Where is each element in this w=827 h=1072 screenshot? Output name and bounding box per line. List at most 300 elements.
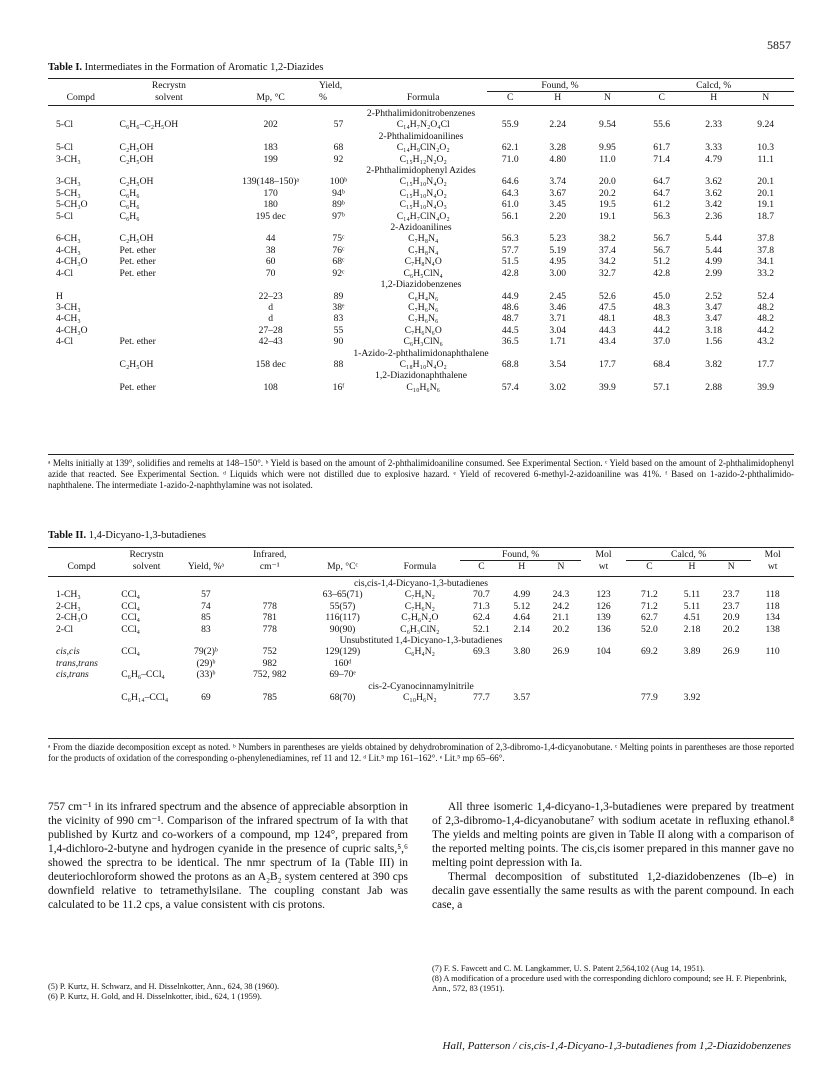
t2-cell: 752 xyxy=(262,646,277,658)
t1-cell: 4.95 xyxy=(549,256,567,268)
t1-table-row xyxy=(48,188,794,199)
t2-cell: CCl₄ xyxy=(121,600,141,612)
t2-cell: 1-CH₃ xyxy=(56,589,81,601)
t1-cell: 4-CH₃ xyxy=(56,313,81,325)
t1-cell: 202 xyxy=(263,119,278,131)
t1-h-calcd: Calcd, % xyxy=(696,80,732,91)
table1-caption-label: Table I. xyxy=(48,62,83,73)
t1-cell: 89ᵇ xyxy=(332,199,345,211)
t1-cell: C₁₄H₇ClN₄O₂ xyxy=(396,210,450,222)
t1-cell: 17.7 xyxy=(757,358,775,370)
t1-cell: 6-CH₃ xyxy=(56,233,81,245)
t1-cell: 3.45 xyxy=(549,199,567,211)
t1-cell: 20.2 xyxy=(599,187,616,199)
t1-section-title: 2-Azidoanilines xyxy=(390,222,452,234)
t1-cell: 71.0 xyxy=(501,153,519,165)
t2-h-c2: C xyxy=(646,561,653,573)
t2-section-title: Unsubstituted 1,4-Dicyano-1,3-butadienes xyxy=(339,635,503,647)
table2-body xyxy=(48,578,794,703)
t1-cell: 3.71 xyxy=(549,313,567,325)
t1-section-heading xyxy=(48,165,794,176)
t2-cell: 26.9 xyxy=(552,646,570,658)
t1-cell: 34.1 xyxy=(757,256,775,268)
t2-cell: 136 xyxy=(596,623,611,635)
t2-h-ir2: cm⁻¹ xyxy=(259,560,280,572)
t1-cell: C₆H₅ClN₄ xyxy=(403,267,443,279)
t1-table-row xyxy=(48,211,794,222)
t2-cell: 110 xyxy=(765,646,780,658)
t1-h-c: C xyxy=(507,92,514,104)
t1-cell: 17.7 xyxy=(599,358,616,370)
t1-cell: C₁₅H₁₀N₄O₃ xyxy=(399,199,447,211)
page-number: 5857 xyxy=(767,38,791,52)
t1-section-title: 2-Phthalimidophenyl Azides xyxy=(366,165,476,177)
t2-cell: CCl₄ xyxy=(121,623,141,635)
t2-table-row xyxy=(48,601,794,612)
table1-header-rule xyxy=(48,105,794,106)
t2-cell: 778 xyxy=(262,623,277,635)
t1-cell: 158 dec xyxy=(255,358,286,370)
t2-h-yield: Yield, %ᵃ xyxy=(187,560,225,572)
t1-cell: 5-CH₃O xyxy=(56,199,88,211)
table1-caption xyxy=(48,62,323,73)
t1-cell: C₁₄H₉ClN₂O₂ xyxy=(396,142,450,154)
t1-cell: 37.0 xyxy=(653,336,671,348)
t1-cell: 37.8 xyxy=(757,233,775,245)
t1-table-row xyxy=(48,336,794,347)
t2-section-heading xyxy=(48,635,794,646)
t1-cell: 20.0 xyxy=(599,176,616,188)
t2-cell: 55(57) xyxy=(329,600,356,612)
t2-cell xyxy=(711,692,751,703)
t2-cell: 24.3 xyxy=(552,589,570,601)
t2-cell xyxy=(460,658,503,669)
t1-h-mp: Mp, °C xyxy=(256,91,285,103)
table1-header xyxy=(48,80,794,104)
t2-cell: 68(70) xyxy=(329,692,356,704)
t1-cell: 3.18 xyxy=(705,324,723,336)
t2-cell: C₆H₄N₂ xyxy=(404,646,435,658)
t2-h-wt: wt xyxy=(598,560,609,572)
t1-cell: 33.2 xyxy=(757,267,775,279)
t2-cell xyxy=(751,658,794,669)
t1-h-found: Found, % xyxy=(541,80,579,91)
t1-h-pct: % xyxy=(318,91,327,103)
t1-cell: C₆H₆ xyxy=(119,199,140,211)
t1-cell: 48.3 xyxy=(653,313,671,325)
t2-cell xyxy=(751,692,794,703)
t2-cell: 20.2 xyxy=(722,623,740,635)
t1-cell: 48.7 xyxy=(501,313,519,325)
t1-cell: C₁₀H₆N₆ xyxy=(406,381,441,393)
t2-cell: 134 xyxy=(765,612,780,624)
ref-5: (5) P. Kurtz, H. Schwarz, and H. Disselnkotter, Ann., 624, 38 (1960). xyxy=(48,982,280,991)
t1-section-heading xyxy=(48,370,794,381)
t1-cell: 57.4 xyxy=(501,381,519,393)
t1-table-row xyxy=(48,154,794,165)
t1-cell: 3.54 xyxy=(549,358,567,370)
t1-cell: 20.1 xyxy=(757,187,775,199)
t1-h-yield: Yield, xyxy=(318,80,343,91)
t1-cell: 60 xyxy=(265,256,276,268)
t2-cell: 778 xyxy=(262,600,277,612)
t1-cell: 51.5 xyxy=(501,256,519,268)
t2-cell: 74 xyxy=(201,600,211,612)
t1-cell: 88 xyxy=(333,358,344,370)
t2-cell xyxy=(503,658,541,669)
t1-cell: 3.28 xyxy=(549,142,567,154)
t2-cell: (33)ᵇ xyxy=(196,669,216,681)
t2-cell xyxy=(581,692,626,703)
t1-cell: 57.7 xyxy=(501,244,519,256)
running-head: Hall, Patterson / cis,cis-1,4-Dicyano-1,3-butadienes from 1,2-Diazidobenzenes xyxy=(442,1040,791,1052)
left-column-text: 757 cm⁻¹ in its infrared spectrum and the absence of appreciable absorption in the vicinity of 990 cm⁻¹. Comparison of the infrared spectrum of Ia with that published by Kurtz and co-workers of a compound, mp 124°, prepared from 1,4-dichloro-2-butyne and hydrogen cyanide in the presence of cupric salts,⁵,⁶ showed the sprectra to be identical. The nmr spectrum of Ia (Table III) in deuteriochloroform showed the protons as an A₂B₂ system centered at 390 cps downfield relative to tetramethylsilane. The coupling constant Jab was calculated to be 11.2 cps, a value consistent with cis protons. xyxy=(48,801,408,911)
t1-cell: 5-Cl xyxy=(56,142,74,154)
t2-cell: 69 xyxy=(201,692,211,704)
t1-cell: 2.45 xyxy=(549,290,567,302)
t1-cell: 3-CH₃ xyxy=(56,301,81,313)
t2-cell: 5.11 xyxy=(683,600,701,612)
t1-cell: C₇H₈N₄ xyxy=(408,244,439,256)
t2-cell: 126 xyxy=(596,600,611,612)
t1-cell: C₂H₅OH xyxy=(119,233,154,245)
t2-cell: 52.1 xyxy=(473,623,490,635)
t2-cell xyxy=(48,692,115,703)
right-references xyxy=(432,964,794,994)
t1-cell: 3.82 xyxy=(705,358,723,370)
t1-h-solvent: solvent xyxy=(155,91,183,103)
t1-cell: 4-Cl xyxy=(56,267,74,279)
t1-cell: 9.54 xyxy=(599,119,616,131)
t1-cell: 3-CH₃ xyxy=(56,153,81,165)
t1-cell: Pet. ether xyxy=(119,256,156,268)
t1-cell: 44.5 xyxy=(501,324,519,336)
t2-cell: 3.92 xyxy=(683,692,701,704)
t1-section-heading xyxy=(48,131,794,142)
t1-cell: C₆H₆ xyxy=(119,187,140,199)
t2-cell xyxy=(711,669,751,680)
table2-caption-label: Table II. xyxy=(48,530,87,541)
t1-cell: 11.1 xyxy=(757,153,774,165)
t1-cell: 42–43 xyxy=(258,336,283,348)
t1-cell: 68ᶜ xyxy=(332,256,345,268)
t2-cell: 2-CH₃O xyxy=(56,612,88,624)
t2-cell xyxy=(751,669,794,680)
t2-cell: cis,cis xyxy=(56,646,80,658)
t1-cell: 75ᶜ xyxy=(332,233,345,245)
t2-cell: CCl₄ xyxy=(121,589,141,601)
t1-cell: 3.46 xyxy=(549,301,567,313)
t2-cell: 23.7 xyxy=(722,589,740,601)
t2-cell: 2-Cl xyxy=(56,623,74,635)
table1-top-rule xyxy=(48,78,794,79)
t1-table-row xyxy=(48,233,794,244)
t1-cell: 4-CH₃ xyxy=(56,244,81,256)
t1-cell: C₂H₅OH xyxy=(119,142,154,154)
t1-cell: C₇H₈N₄O xyxy=(404,256,442,268)
t2-cell xyxy=(581,658,626,669)
t2-table-row xyxy=(48,692,794,703)
t1-table-row xyxy=(48,245,794,256)
t1-section-title: 2-Phthalimidoanilines xyxy=(378,130,464,142)
t1-cell: 43.4 xyxy=(599,336,616,348)
table1-body xyxy=(48,108,794,393)
t1-cell: C₂H₅OH xyxy=(119,176,154,188)
t1-cell: 5-CH₃ xyxy=(56,187,81,199)
t1-h-compd: Compd xyxy=(66,91,95,103)
t2-cell: 104 xyxy=(596,646,611,658)
t1-cell: 2.33 xyxy=(705,119,723,131)
t2-cell: 20.9 xyxy=(722,612,740,624)
t1-cell: 37.4 xyxy=(599,244,616,256)
t2-cell xyxy=(626,658,673,669)
t1-cell: 4-Cl xyxy=(56,336,74,348)
t1-cell: 92 xyxy=(333,153,344,165)
t2-table-row xyxy=(48,669,794,680)
t2-cell: 4.99 xyxy=(513,589,531,601)
t2-cell: CCl₄ xyxy=(121,612,141,624)
t2-cell: 69.3 xyxy=(473,646,490,658)
t1-table-row xyxy=(48,382,794,393)
t1-h-h: H xyxy=(554,92,562,104)
t1-cell: 4.80 xyxy=(549,153,567,165)
t1-cell: 45.0 xyxy=(653,290,671,302)
t1-cell: 52.4 xyxy=(757,290,775,302)
t2-cell: 118 xyxy=(765,589,780,601)
t2-cell: 3.80 xyxy=(513,646,531,658)
t2-cell xyxy=(541,658,581,669)
t1-cell xyxy=(114,325,225,336)
t1-cell: 195 dec xyxy=(255,210,286,222)
t1-cell: 42.8 xyxy=(501,267,519,279)
t2-cell xyxy=(541,692,581,703)
t2-cell: 982 xyxy=(262,657,277,669)
t1-cell: 5.19 xyxy=(549,244,567,256)
t2-cell: 62.7 xyxy=(641,612,658,624)
t1-table-row xyxy=(48,119,794,130)
t1-cell: 20.1 xyxy=(757,176,775,188)
t1-cell: 5-Cl xyxy=(56,119,74,131)
t1-section-title: 2-Phthalimidonitrobenzenes xyxy=(366,108,476,119)
t2-cell: C₇H₆N₂O xyxy=(401,612,439,624)
t1-cell: Pet. ether xyxy=(119,267,156,279)
t2-h-h: H xyxy=(518,561,526,573)
t2-cell: CCl₄ xyxy=(121,646,141,658)
t2-h-h2: H xyxy=(688,561,696,573)
t2-cell: 116(117) xyxy=(325,612,360,624)
table2-caption-text: 1,4-Dicyano-1,3-butadienes xyxy=(88,530,206,541)
t2-cell xyxy=(380,658,461,669)
t1-cell: d xyxy=(268,301,274,313)
t1-cell: 19.1 xyxy=(599,210,616,222)
t1-cell: 56.3 xyxy=(653,210,671,222)
t1-cell: C₁₅H₁₀N₄O₂ xyxy=(399,176,447,188)
t1-cell: 9.95 xyxy=(599,142,616,154)
t1-cell: 52.6 xyxy=(599,290,616,302)
right-column-text xyxy=(432,800,794,912)
t1-cell: 44.3 xyxy=(599,324,616,336)
t2-cell: C₇H₆N₂ xyxy=(404,589,435,601)
t2-table-row xyxy=(48,589,794,600)
t1-cell: 3.62 xyxy=(705,176,723,188)
t1-cell: 48.6 xyxy=(501,301,519,313)
t2-h-wt2: wt xyxy=(767,560,778,572)
t2-cell: 785 xyxy=(262,692,277,704)
t1-cell xyxy=(48,382,114,393)
t1-cell: 3.62 xyxy=(705,187,723,199)
t2-section-title: cis-2-Cyanocinnamylnitrile xyxy=(368,680,474,692)
t2-cell: 4.51 xyxy=(683,612,701,624)
t1-cell: H xyxy=(56,290,63,302)
t2-cell: 752, 982 xyxy=(252,669,287,681)
t1-cell: 38 xyxy=(265,244,276,256)
t1-cell: 36.5 xyxy=(501,336,519,348)
t1-cell: 180 xyxy=(263,199,278,211)
t2-cell xyxy=(626,669,673,680)
left-references xyxy=(48,982,408,1002)
t2-cell: 71.3 xyxy=(473,600,490,612)
t2-cell: 69–70ᵉ xyxy=(329,669,356,681)
t2-cell: 85 xyxy=(201,612,211,624)
t2-cell: 79(2)ᵇ xyxy=(194,646,218,658)
t1-cell: 64.6 xyxy=(501,176,519,188)
t1-cell: 68.8 xyxy=(501,358,519,370)
t1-cell: 108 xyxy=(263,381,278,393)
t1-table-row xyxy=(48,199,794,210)
t1-cell: 4.99 xyxy=(705,256,723,268)
t1-cell: 3.42 xyxy=(705,199,723,211)
t2-cell xyxy=(115,658,178,669)
t1-cell: 5.44 xyxy=(705,244,723,256)
t1-cell: 3.04 xyxy=(549,324,567,336)
t1-cell: 3.74 xyxy=(549,176,567,188)
t1-cell: C₇H₈N₄ xyxy=(408,233,439,245)
t2-cell xyxy=(673,658,711,669)
t1-h-formula: Formula xyxy=(406,91,440,103)
t1-cell: 76ᶜ xyxy=(332,244,345,256)
t2-cell: 21.1 xyxy=(552,612,570,624)
t2-cell: C₇H₆N₂ xyxy=(404,600,435,612)
t1-section-title: 1,2-Diazidobenzenes xyxy=(380,279,462,291)
t2-cell: 23.7 xyxy=(722,600,740,612)
table2-header-rule xyxy=(48,576,794,577)
t1-table-row xyxy=(48,176,794,187)
t2-cell: 129(129) xyxy=(324,646,361,658)
t1-cell: 3.47 xyxy=(705,313,723,325)
t1-cell: 61.7 xyxy=(653,142,671,154)
t2-h-c: C xyxy=(478,561,485,573)
t1-cell: 2.52 xyxy=(705,290,723,302)
t1-cell: 64.7 xyxy=(653,176,671,188)
t1-cell: 34.2 xyxy=(599,256,616,268)
t2-h-solvent: solvent xyxy=(132,560,161,572)
t2-cell: 5.11 xyxy=(683,589,701,601)
t1-cell: 56.1 xyxy=(501,210,519,222)
t1-cell: 19.1 xyxy=(757,199,775,211)
t2-cell: 3.57 xyxy=(513,692,531,704)
t1-cell: 3-CH₃ xyxy=(56,176,81,188)
t2-cell: 69.2 xyxy=(641,646,658,658)
t1-cell: C₁₈H₁₀N₄O₂ xyxy=(399,358,447,370)
t2-h-found: Found, % xyxy=(501,549,540,560)
t2-cell: 20.2 xyxy=(552,623,570,635)
t2-cell: 24.2 xyxy=(552,600,570,612)
t1-table-row xyxy=(48,256,794,267)
t1-cell: 83 xyxy=(333,313,344,325)
t1-cell: Pet. ether xyxy=(119,336,156,348)
t2-cell: 26.9 xyxy=(722,646,740,658)
t2-cell: 90(90) xyxy=(329,623,356,635)
t1-cell: C₆H₆ xyxy=(119,210,140,222)
t2-cell: 63–65(71) xyxy=(322,589,363,601)
t1-cell: 100ᵇ xyxy=(329,176,348,188)
t2-cell: 2-CH₃ xyxy=(56,600,81,612)
t1-cell: 42.8 xyxy=(653,267,671,279)
table1-caption-text: Intermediates in the Formation of Aromatic 1,2-Diazides xyxy=(84,62,324,73)
t1-cell: 51.2 xyxy=(653,256,671,268)
table1-bottom-rule xyxy=(48,454,794,455)
t1-table-row xyxy=(48,325,794,336)
t1-table-row xyxy=(48,291,794,302)
table2-header xyxy=(48,549,794,573)
t1-cell: 94ᵇ xyxy=(332,187,345,199)
t1-cell: 55 xyxy=(333,324,344,336)
t1-cell: 38.2 xyxy=(599,233,616,245)
t1-cell: 47.5 xyxy=(599,301,616,313)
t1-cell: 32.7 xyxy=(599,267,616,279)
t1-cell: 1.71 xyxy=(549,336,567,348)
t1-cell: 27–28 xyxy=(258,324,283,336)
t1-table-row xyxy=(48,302,794,313)
t1-cell: 48.2 xyxy=(757,313,775,325)
t1-table-row xyxy=(48,142,794,153)
t1-cell: 64.7 xyxy=(653,187,671,199)
table2-caption xyxy=(48,530,206,541)
t1-cell: 5.44 xyxy=(705,233,723,245)
t1-cell xyxy=(114,291,225,302)
t2-cell: 118 xyxy=(765,600,780,612)
t1-cell: 92ᶜ xyxy=(332,267,345,279)
t1-cell xyxy=(114,313,225,324)
ref-6: (6) P. Kurtz, H. Gold, and H. Disselnkotter, ibid., 624, 1 (1959). xyxy=(48,992,262,1001)
t1-cell: 44.2 xyxy=(653,324,671,336)
t1-cell: 57 xyxy=(333,119,344,131)
t1-cell: 183 xyxy=(263,142,278,154)
t1-cell: 57.1 xyxy=(653,381,671,393)
t1-cell: 2.20 xyxy=(549,210,567,222)
t2-h-n2: N xyxy=(727,561,735,573)
t1-cell: 18.7 xyxy=(757,210,775,222)
t1-cell: 5.23 xyxy=(549,233,567,245)
table2-top-rule xyxy=(48,547,794,548)
t1-cell: 16ᶠ xyxy=(332,381,345,393)
t1-table-row xyxy=(48,313,794,324)
t2-cell: C₆H₃ClN₂ xyxy=(400,623,440,635)
t2-cell: 71.2 xyxy=(641,600,658,612)
t2-table-row xyxy=(48,646,794,657)
t2-cell xyxy=(380,669,461,680)
t1-cell: C₂H₅OH xyxy=(119,153,154,165)
t1-cell: 68.4 xyxy=(653,358,671,370)
t2-h-recrystn: Recrystn xyxy=(129,549,164,560)
t1-cell: 39.9 xyxy=(599,381,616,393)
t2-cell: 77.9 xyxy=(641,692,658,704)
t1-cell: 62.1 xyxy=(501,142,519,154)
t1-cell: 2.99 xyxy=(705,267,723,279)
t1-table-row xyxy=(48,268,794,279)
t2-h-mol2: Mol xyxy=(764,549,781,560)
t1-cell: 97ᵇ xyxy=(332,210,345,222)
